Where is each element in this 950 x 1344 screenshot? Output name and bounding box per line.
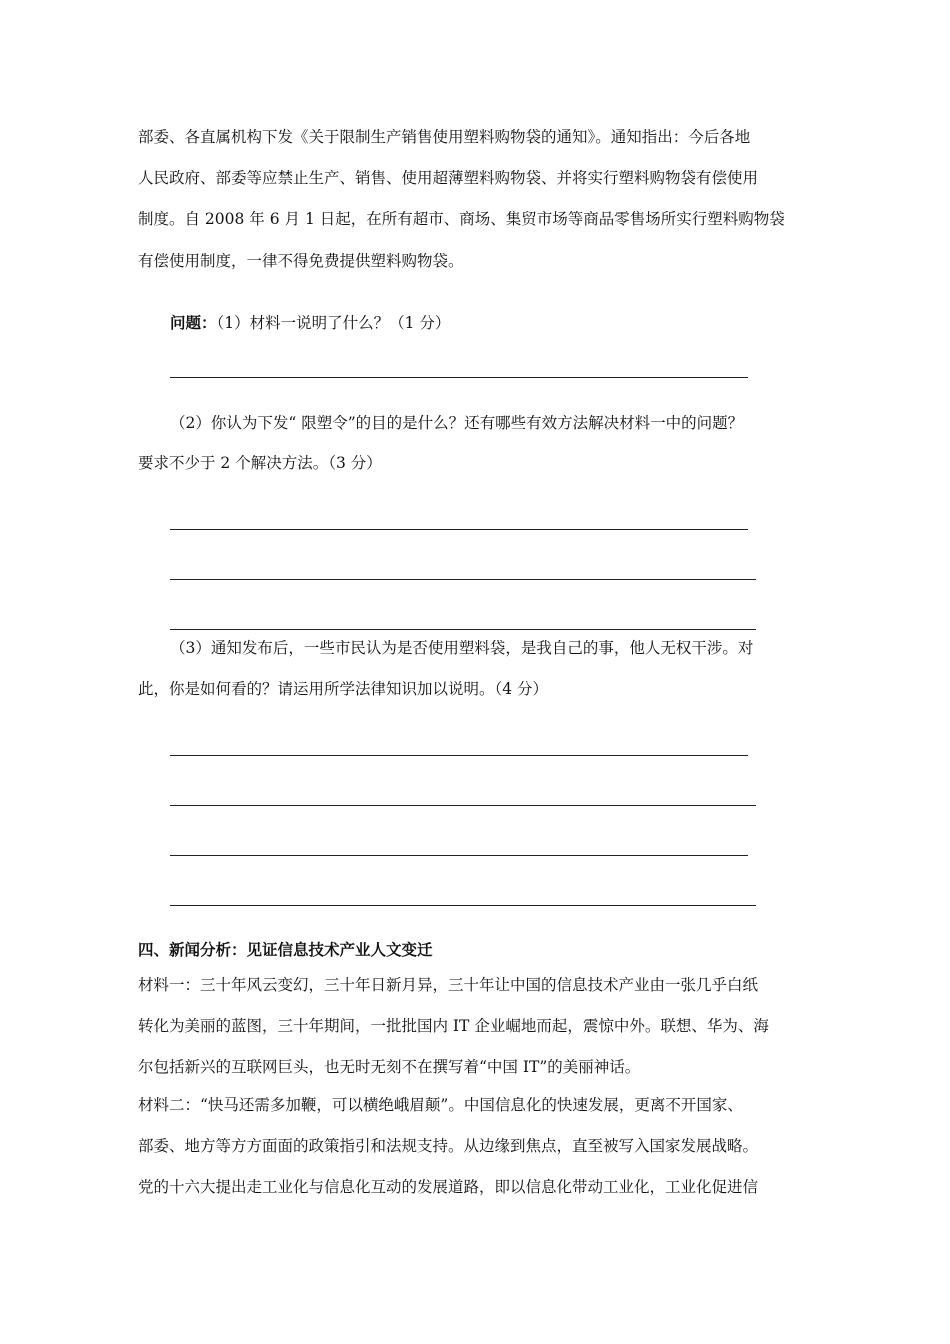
answer-line[interactable] <box>170 629 756 630</box>
answer-line[interactable] <box>170 905 756 906</box>
answer-line[interactable] <box>170 529 748 530</box>
material-1-line: 尔包括新兴的互联网巨头，也无时无刻不在撰写着“中国 IT”的美丽神话。 <box>138 1058 641 1076</box>
material-2-line: 材料二：“快马还需多加鞭，可以横绝峨眉颠”。中国信息化的快速发展，更离不开国家、 <box>138 1096 743 1114</box>
question-1-text: （1）材料一说明了什么？（1 分） <box>216 314 451 332</box>
answer-line[interactable] <box>170 377 748 378</box>
question-label: 问题： <box>170 313 217 332</box>
answer-line[interactable] <box>170 855 748 856</box>
answer-line[interactable] <box>170 805 756 806</box>
material-1-line: 材料一：三十年风云变幻，三十年日新月异，三十年让中国的信息技术产业由一张几乎白纸 <box>138 976 759 994</box>
paragraph-line: 制度。自 2008 年 6 月 1 日起，在所有超市、商场、集贸市场等商品零售场所实行塑料购物袋 <box>138 210 785 228</box>
paragraph-line: 人民政府、部委等应禁止生产、销售、使用超薄塑料购物袋、并将实行塑料购物袋有偿使用 <box>138 169 759 187</box>
material-2-line: 部委、地方等方方面面的政策指引和法规支持。从边缘到焦点，直至被写入国家发展战略。 <box>138 1137 759 1155</box>
answer-line[interactable] <box>170 579 756 580</box>
question-1 <box>170 313 850 333</box>
question-2-line: （2）你认为下发“ 限塑令”的目的是什么？还有哪些有效方法解决材料一中的问题？ <box>170 414 744 432</box>
answer-line[interactable] <box>170 755 748 756</box>
material-2-line: 党的十六大提出走工业化与信息化互动的发展道路，即以信息化带动工业化，工业化促进信 <box>138 1178 759 1196</box>
section-heading: 四、新闻分析：见证信息技术产业人文变迁 <box>138 940 433 959</box>
material-1-line: 转化为美丽的蓝图，三十年期间，一批批国内 IT 企业崛地而起，震惊中外。联想、华为、海 <box>138 1017 769 1035</box>
question-3-line: 此，你是如何看的？请运用所学法律知识加以说明。（4 分） <box>138 680 549 698</box>
paragraph-line: 有偿使用制度，一律不得免费提供塑料购物袋。 <box>138 252 464 270</box>
question-2-line: 要求不少于 2 个解决方法。（3 分） <box>138 454 382 472</box>
paragraph-line: 部委、各直属机构下发《关于限制生产销售使用塑料购物袋的通知》。通知指出：今后各地 <box>138 128 751 146</box>
question-3-line: （3）通知发布后，一些市民认为是否使用塑料袋，是我自己的事，他人无权干涉。对 <box>170 639 754 657</box>
